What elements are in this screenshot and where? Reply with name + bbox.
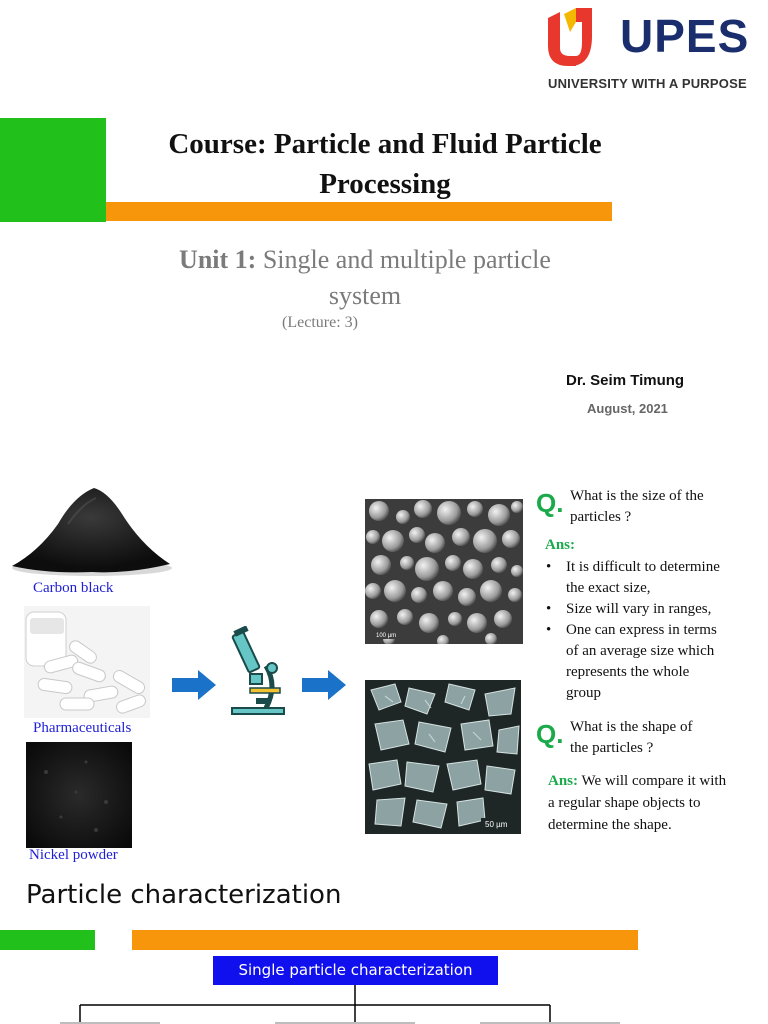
- author-name: Dr. Seim Timung: [566, 372, 685, 389]
- microscope-icon: [226, 626, 290, 716]
- question-2-text: [570, 717, 692, 759]
- single-particle-characterization-box: Single particle characterization: [213, 956, 498, 985]
- pharmaceuticals-image: [24, 606, 150, 718]
- carbon-black-image: [8, 484, 172, 576]
- answer-2-label: Ans:: [548, 773, 579, 789]
- question-2-mark: Q.: [536, 719, 564, 749]
- answer-1-item-line: group: [566, 685, 601, 701]
- upes-logo-icon: [546, 8, 602, 66]
- question-2-line2: the particles ?: [570, 740, 654, 756]
- answer-1-item-line: • Size will vary in ranges,: [566, 601, 712, 617]
- logo-wordmark: UPES: [620, 10, 750, 62]
- course-title-line2: Processing: [319, 168, 451, 200]
- arrow-right-icon: [172, 670, 216, 700]
- course-title: [120, 124, 650, 204]
- nickel-powder-image: [26, 742, 132, 848]
- question-1-line2: particles ?: [570, 509, 632, 525]
- answer-1-item-line: • One can express in terms: [566, 622, 717, 638]
- spherical-particles-micrograph: [365, 499, 523, 644]
- orange-accent-bar-2: [132, 930, 638, 950]
- section-title: Particle characterization: [26, 880, 342, 910]
- answer-1-item-line: represents the whole: [566, 664, 690, 680]
- green-accent-block: [0, 118, 106, 222]
- question-1-text: [570, 486, 704, 528]
- answer-1-item-line: • It is difficult to determine: [566, 559, 720, 575]
- question-1-mark: Q.: [536, 488, 564, 518]
- unit-title: [130, 242, 600, 314]
- irregular-particles-micrograph: [365, 680, 521, 834]
- pharmaceuticals-caption: Pharmaceuticals: [33, 720, 132, 736]
- logo-tagline: UNIVERSITY WITH A PURPOSE: [548, 76, 747, 91]
- answer-2-line3: determine the shape.: [548, 817, 672, 833]
- answer-2-text: [548, 770, 766, 836]
- scale-bar-top: 100 µm: [376, 633, 397, 639]
- unit-text-line2: system: [328, 281, 402, 310]
- answer-1-item: [544, 599, 766, 620]
- nickel-powder-caption: Nickel powder: [29, 847, 118, 863]
- tree-connector-lines: [60, 985, 620, 1024]
- answer-1-item: [544, 557, 766, 599]
- answer-1-item-line: of an average size which: [566, 643, 715, 659]
- green-accent-bar: [0, 930, 95, 950]
- orange-accent-bar: [106, 202, 612, 221]
- question-2-line1: What is the shape of: [570, 719, 693, 735]
- unit-label: Unit 1:: [179, 245, 257, 274]
- lecture-number: (Lecture: 3): [282, 314, 358, 331]
- question-1-line1: What is the size of the: [570, 488, 704, 504]
- carbon-black-caption: Carbon black: [33, 580, 114, 596]
- answer-2-line1: We will compare it with: [578, 773, 727, 789]
- answer-1-item-line: the exact size,: [566, 580, 651, 596]
- answer-1-label: Ans:: [545, 537, 576, 553]
- lecture-date: August, 2021: [587, 401, 668, 416]
- course-title-line1: Course: Particle and Fluid Particle: [168, 128, 602, 160]
- scale-bar-bottom: 50 µm: [485, 820, 508, 829]
- unit-text-line1: Single and multiple particle: [256, 245, 551, 274]
- arrow-right-icon: [302, 670, 346, 700]
- answer-1-item: [544, 620, 766, 704]
- answer-1-list: [544, 557, 766, 704]
- answer-2-line2: a regular shape objects to: [548, 795, 701, 811]
